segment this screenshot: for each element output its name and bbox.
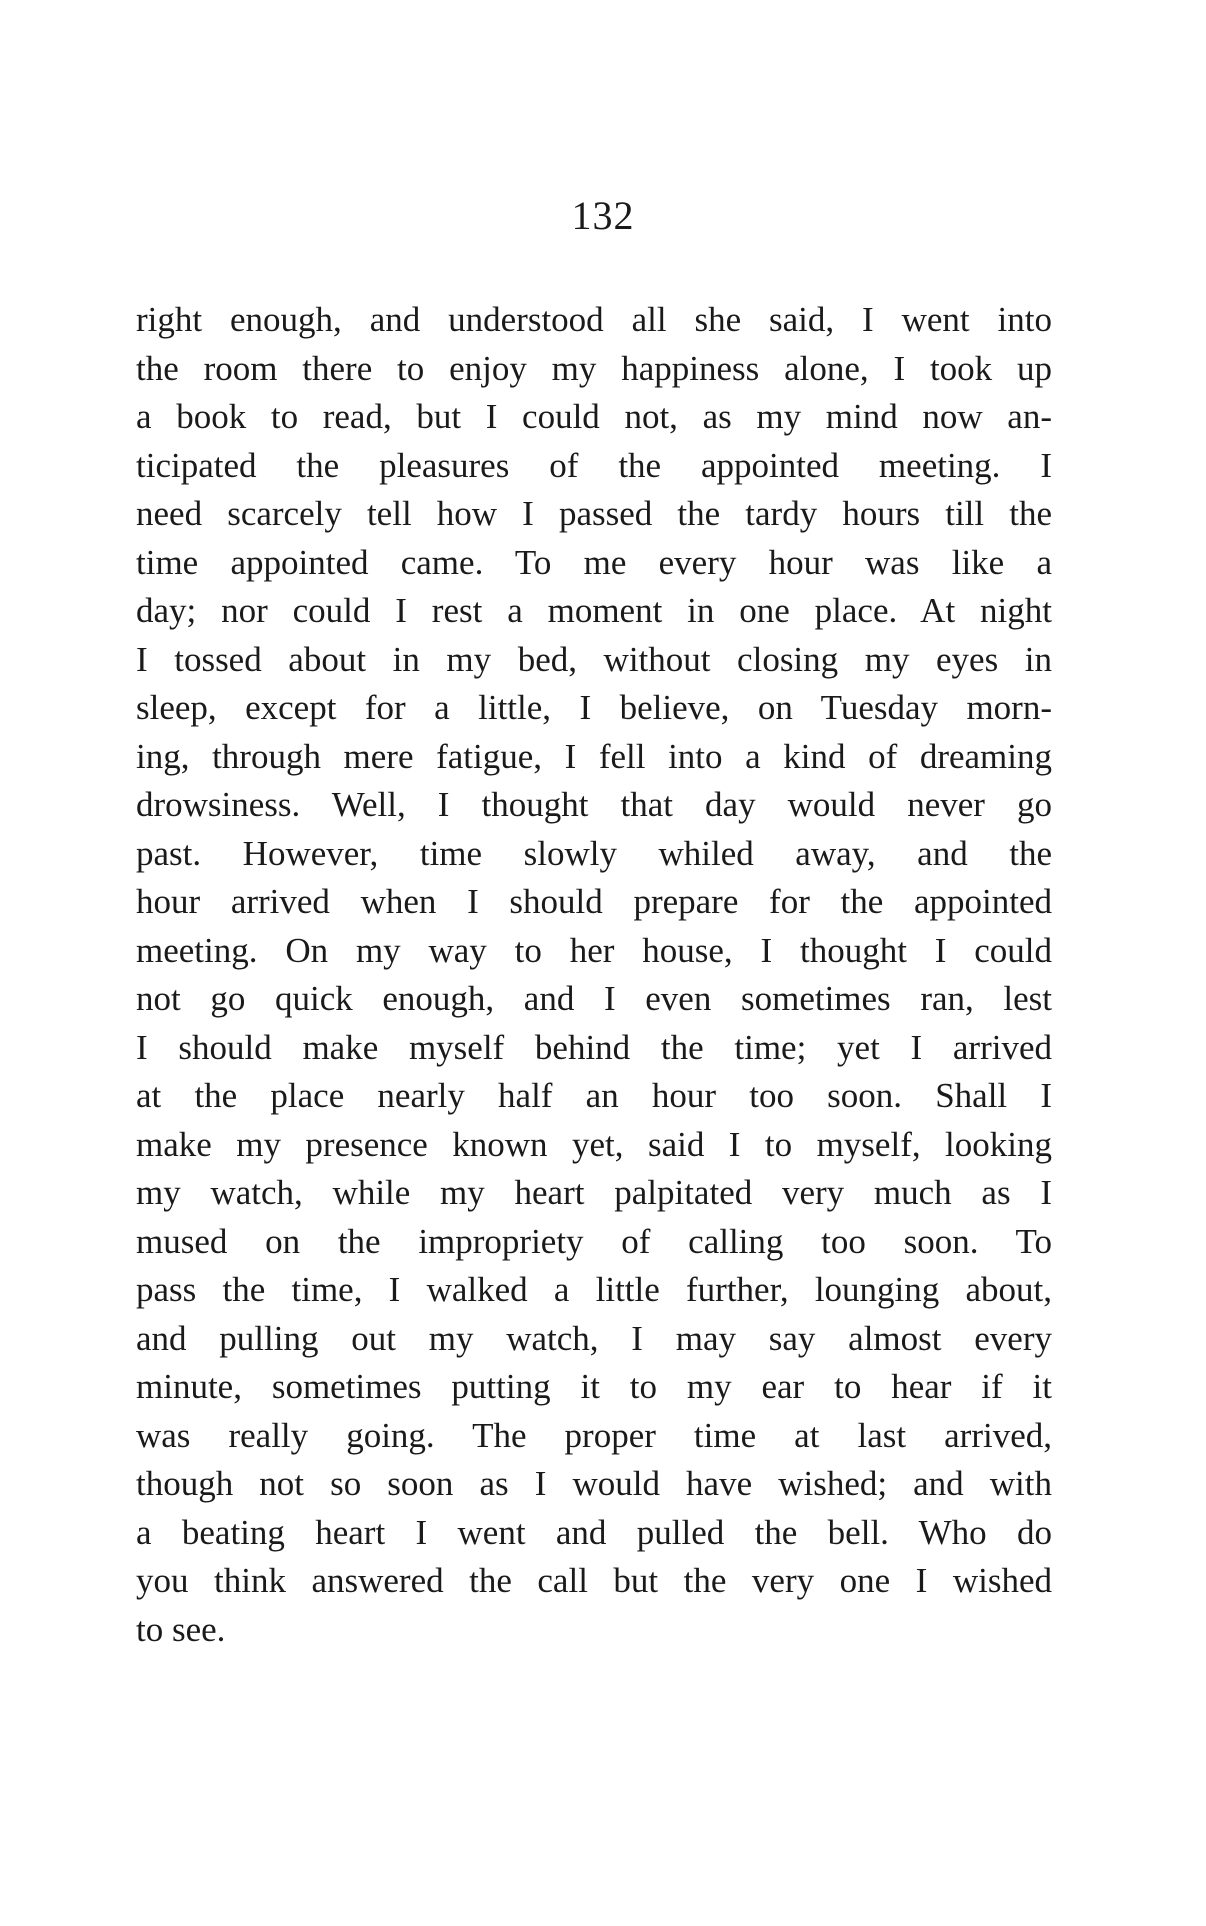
text-line: was really going. The proper time at last arrived, <box>136 1415 1052 1455</box>
text-line: at the place nearly half an hour too soon. Shall I <box>136 1076 1052 1115</box>
text-line: need scarcely tell how I passed the tardy hours till the <box>136 494 1052 533</box>
text-line: and pulling out my watch, I may say almost every <box>136 1318 1052 1358</box>
text-line: day; nor could I rest a moment in one place. At night <box>136 591 1052 630</box>
text-line: mused on the impropriety of calling too soon. To <box>136 1221 1052 1261</box>
text-line: right enough, and understood all she said, I went into <box>136 300 1052 339</box>
text-line: sleep, except for a little, I believe, on Tuesday morn- <box>136 688 1052 727</box>
text-line: minute, sometimes putting it to my ear to hear if it <box>136 1367 1052 1406</box>
text-line: pass the time, I walked a little further, lounging about, <box>136 1270 1052 1309</box>
text-line: a beating heart I went and pulled the bell. Who do <box>136 1512 1052 1552</box>
text-line: a book to read, but I could not, as my mind now an- <box>136 397 1052 436</box>
text-line: drowsiness. Well, I thought that day would never go <box>136 785 1052 824</box>
text-line: to see. <box>136 1609 226 1649</box>
text-line: not go quick enough, and I even sometimes ran, lest <box>136 979 1052 1018</box>
text-line: I should make myself behind the time; yet I arrived <box>136 1027 1052 1067</box>
text-line: time appointed came. To me every hour was like a <box>136 542 1052 582</box>
text-line: my watch, while my heart palpitated very much as I <box>136 1173 1052 1212</box>
text-line: make my presence known yet, said I to myself, looking <box>136 1124 1052 1164</box>
text-line: the room there to enjoy my happiness alone, I took up <box>136 348 1052 388</box>
text-line: past. However, time slowly whiled away, and the <box>136 833 1052 873</box>
text-line: you think answered the call but the very one I wished <box>136 1561 1052 1600</box>
text-line: though not so soon as I would have wished; and with <box>136 1464 1052 1503</box>
page-number: 132 <box>571 193 635 238</box>
text-line: ing, through mere fatigue, I fell into a kind of dreaming <box>136 736 1052 776</box>
body-text <box>136 296 1052 1654</box>
text-line: ticipated the pleasures of the appointed meeting. I <box>136 445 1052 485</box>
text-line: I tossed about in my bed, without closing my eyes in <box>136 639 1052 679</box>
text-line: meeting. On my way to her house, I thought I could <box>136 930 1052 970</box>
text-line: hour arrived when I should prepare for the appointed <box>136 882 1052 921</box>
